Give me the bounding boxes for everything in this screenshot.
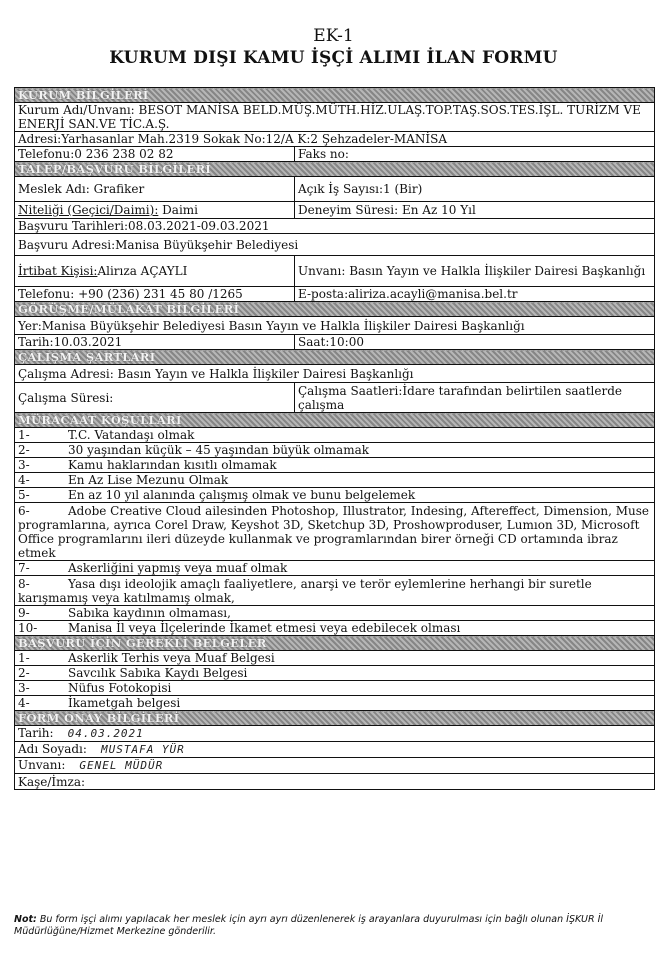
calisma-suresi: Çalışma Süresi: <box>15 383 295 413</box>
list-item: 8- Yasa dışı ideolojik amaçlı faaliyetlere, anarşi ve terör eylemlerine herhangi bir suretle karışmamış veya katılmamış olmak, <box>15 576 655 606</box>
basvuru-adresi: Başvuru Adresi:Manisa Büyükşehir Belediyesi <box>15 234 655 256</box>
irtibat-unvan: Unvanı: Basın Yayın ve Halkla İlişkiler Dairesi Başkanlığı <box>295 256 655 287</box>
onay-unvan: Unvanı: GENEL MÜDÜR <box>15 758 655 774</box>
list-item: 2- 30 yaşından küçük – 45 yaşından büyük olmamak <box>15 443 655 458</box>
irtibat-label: İrtibat Kişisi: <box>18 264 98 278</box>
section-muracaat: MÜRACAAT KOŞULLARI <box>15 413 655 428</box>
onay-tarih-value: 04.03.2021 <box>67 727 144 740</box>
gorusme-tarih: Tarih:10.03.2021 <box>15 335 295 350</box>
nitelik-value: Daimi <box>158 203 199 217</box>
annex-label: EK-1 <box>313 26 354 46</box>
list-item: 3- Kamu haklarından kısıtlı olmamak <box>15 458 655 473</box>
basvuru-tarihleri: Başvuru Tarihleri:08.03.2021-09.03.2021 <box>15 219 655 234</box>
list-item: 9- Sabıka kaydının olmaması, <box>15 606 655 621</box>
form-table <box>14 87 655 790</box>
calisma-saatleri: Çalışma Saatleri:İdare tarafından belirtilen saatlerde çalışma <box>295 383 655 413</box>
calisma-adresi: Çalışma Adresi: Basın Yayın ve Halkla İlişkiler Dairesi Başkanlığı <box>15 365 655 383</box>
meslek-adi: Meslek Adı: Grafiker <box>15 177 295 202</box>
kurum-adres: Adresi:Yarhasanlar Mah.2319 Sokak No:12/A K:2 Şehzadeler-MANİSA <box>15 132 655 147</box>
section-belgeler: BAŞVURU İÇİN GEREKLİ BELGELER <box>15 636 655 651</box>
onay-kase-imza: Kaşe/İmza: <box>15 774 655 790</box>
section-kurum: KURUM BİLGİLERİ <box>15 88 655 103</box>
list-item: 6- Adobe Creative Cloud ailesinden Photoshop, Illustrator, Indesing, Aftereffect, Dimension, Muse programlarına, ayrıca Corel Draw, Keyshot 3D, Sketchup 3D, Proshowproduser, Lumıon 3D, Microsoft Office programlarını ileri düzeyde kullanmak ve programlarından birer örneği CD ortamında ibraz etmek <box>15 503 655 561</box>
nitelik-label: Niteliği (Geçici/Daimi): <box>18 203 159 217</box>
list-item: 7- Askerliğini yapmış veya muaf olmak <box>15 561 655 576</box>
section-onay: FORM ONAY BİLGİLERİ <box>15 711 655 726</box>
list-item: 10- Manisa İl veya İlçelerinde İkamet etmesi veya edebilecek olması <box>15 621 655 636</box>
section-gorusme: GÖRÜŞME/MÜLAKAT BİLGİLERİ <box>15 302 655 317</box>
list-item: 3- Nüfus Fotokopisi <box>15 681 655 696</box>
list-item: 5- En az 10 yıl alanında çalışmış olmak ve bunu belgelemek <box>15 488 655 503</box>
acik-is-sayisi: Açık İş Sayısı:1 (Bir) <box>295 177 655 202</box>
gorusme-yer: Yer:Manisa Büyükşehir Belediyesi Basın Yayın ve Halkla İlişkiler Dairesi Başkanlığı <box>15 317 655 335</box>
onay-ad-value: MUSTAFA YÜR <box>100 743 185 756</box>
irtibat-kisisi <box>15 256 295 287</box>
list-item: 4- İkametgah belgesi <box>15 696 655 711</box>
nitelik <box>15 202 295 219</box>
section-talep: TALEP/BAŞVURU BİLGİLERİ <box>15 162 655 177</box>
list-item: 4- En Az Lise Mezunu Olmak <box>15 473 655 488</box>
onay-unvan-value: GENEL MÜDÜR <box>79 759 164 772</box>
list-item: 1- T.C. Vatandaşı olmak <box>15 428 655 443</box>
irtibat-value: Alirıza AÇAYLI <box>97 264 188 278</box>
list-item: 2- Savcılık Sabıka Kaydı Belgesi <box>15 666 655 681</box>
talep-eposta: E-posta:aliriza.acayli@manisa.bel.tr <box>295 287 655 302</box>
talep-telefon: Telefonu: +90 (236) 231 45 80 /1265 <box>15 287 295 302</box>
deneyim-suresi: Deneyim Süresi: En Az 10 Yıl <box>295 202 655 219</box>
footer-note: Not: Bu form işçi alımı yapılacak her meslek için ayrı ayrı düzenlenerek iş arayanlara duyurulması için bağlı olunan İŞKUR İl Müdürlüğüne/Hizmet Merkezine gönderilir. <box>14 914 604 937</box>
list-item: 1- Askerlik Terhis veya Muaf Belgesi <box>15 651 655 666</box>
onay-ad-soyad: Adı Soyadı: MUSTAFA YÜR <box>15 742 655 758</box>
form-title: KURUM DIŞI KAMU İŞÇİ ALIMI İLAN FORMU <box>109 48 558 68</box>
onay-tarih: Tarih: 04.03.2021 <box>15 726 655 742</box>
section-calisma: ÇALIŞMA ŞARTLARI <box>15 350 655 365</box>
kurum-adi: Kurum Adı/Unvanı: BESOT MANİSA BELD.MÜŞ.MÜTH.HİZ.ULAŞ.TOP.TAŞ.SOS.TES.İŞL. TURİZM VE ENERJİ SAN.VE TİC.A.Ş. <box>15 103 655 132</box>
kurum-telefon: Telefonu:0 236 238 02 82 <box>15 147 295 162</box>
gorusme-saat: Saat:10:00 <box>295 335 655 350</box>
kurum-faks: Faks no: <box>295 147 655 162</box>
